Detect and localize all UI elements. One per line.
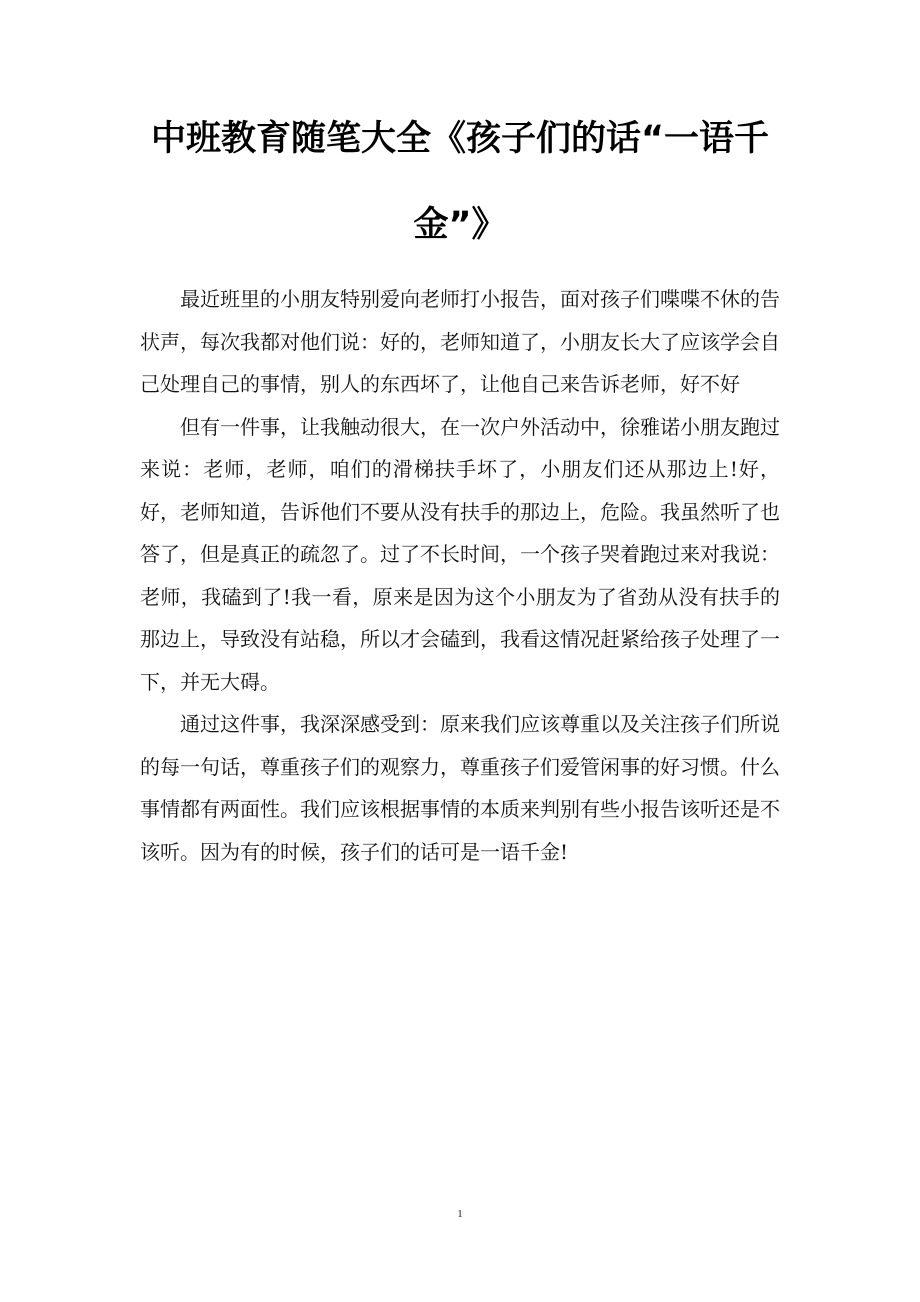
paragraph-2: 但有一件事，让我触动很大，在一次户外活动中，徐雅诺小朋友跑过来说：老师，老师，咱们的滑梯扶手坏了，小朋友们还从那边上!好，好，老师知道，告诉他们不要从没有扶手的那边上，危险。我虽然听了也答了，但是真正的疏忽了。过了不长时间，一个孩子哭着跑过来对我说：老师，我磕到了!我一看，原来是因为这个小朋友为了省劲从没有扶手的那边上，导致没有站稳，所以才会磕到，我看这情况赶紧给孩子处理了一下，并无大碍。	[140, 414, 780, 694]
paragraph-1: 最近班里的小朋友特别爱向老师打小报告，面对孩子们喋喋不休的告状声，每次我都对他们说：好的，老师知道了，小朋友长大了应该学会自己处理自己的事情，别人的东西坏了，让他自己来告诉老师，好不好	[140, 287, 780, 396]
paragraph-3: 通过这件事，我深深感受到：原来我们应该尊重以及关注孩子们所说的每一句话，尊重孩子们的观察力，尊重孩子们爱管闲事的好习惯。什么事情都有两面性。我们应该根据事情的本质来判别有些小报告该听还是不该听。因为有的时候，孩子们的话可是一语千金!	[140, 712, 780, 864]
document-title: 中班教育随笔大全《孩子们的话“一语千金”》	[150, 119, 769, 245]
document-body	[140, 278, 780, 873]
page-number: 1	[457, 1208, 463, 1220]
